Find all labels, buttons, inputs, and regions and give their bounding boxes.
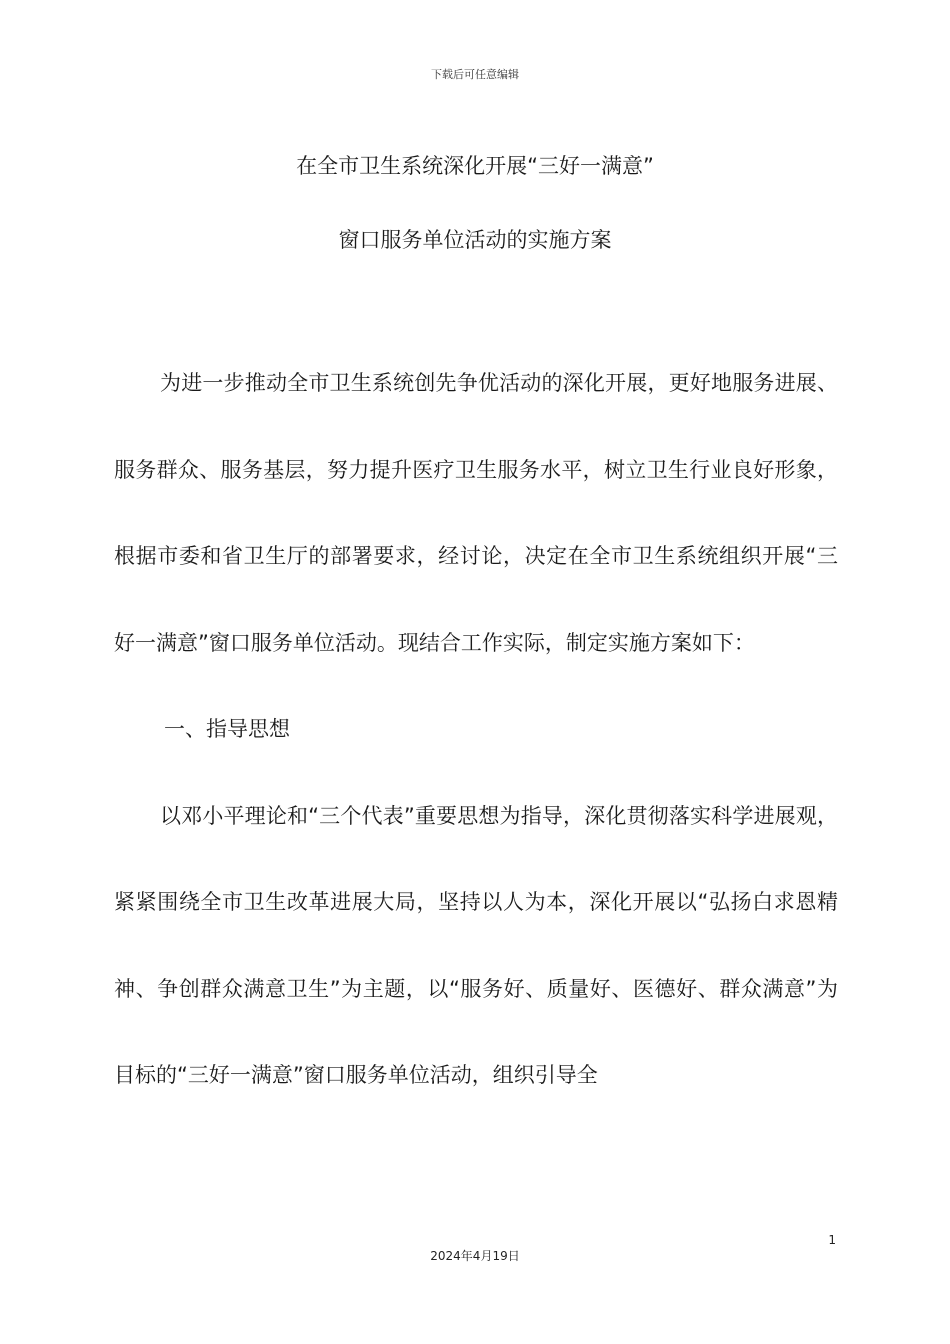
section-heading-guiding-ideology: 一、指导思想 — [164, 717, 290, 741]
document-title-line-1: 在全市卫生系统深化开展“三好一满意” — [296, 154, 654, 178]
page-number: 1 — [828, 1233, 836, 1247]
intro-paragraph: 为进一步推动全市卫生系统创先争优活动的深化开展，更好地服务进展、服务群众、服务基层，努力提升医疗卫生服务水平，树立卫生行业良好形象，根据市委和省卫生厅的部署要求，经讨论，决定在全市卫生系统组织开展“三好一满意”窗口服务单位活动。现结合工作实际，制定实施方案如下： — [114, 371, 838, 655]
document-title-line-2: 窗口服务单位活动的实施方案 — [338, 228, 612, 252]
footer-date: 2024年4月19日 — [430, 1249, 520, 1263]
header-note: 下载后可任意编辑 — [431, 68, 519, 81]
document-body — [114, 340, 838, 1119]
section-paragraph-guiding-ideology: 以邓小平理论和“三个代表”重要思想为指导，深化贯彻落实科学进展观，紧紧围绕全市卫生改革进展大局，坚持以人为本，深化开展以“弘扬白求恩精神、争创群众满意卫生”为主题，以“服务好、质量好、医德好、群众满意”为目标的“三好一满意”窗口服务单位活动，组织引导全 — [114, 803, 838, 1087]
